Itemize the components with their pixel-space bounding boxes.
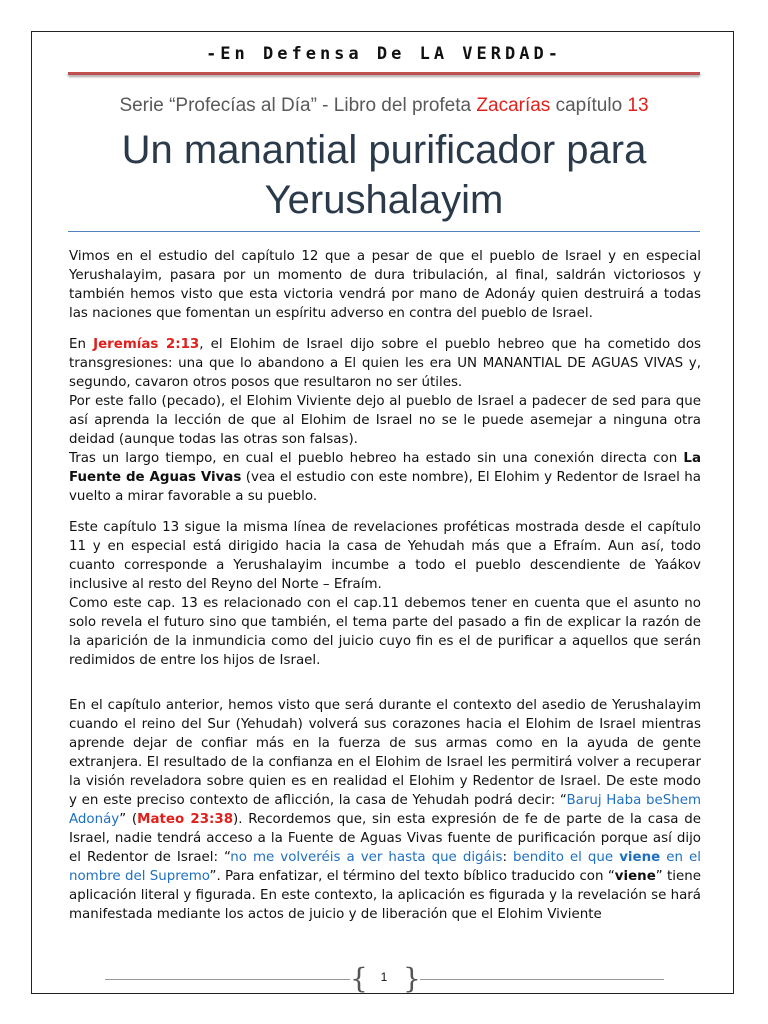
quote-viene: viene (619, 850, 661, 865)
paragraph-1: Vimos en el estudio del capítulo 12 que a pesar de que el pueblo de Israel y en especial Yerushalayim, pasara por un momento de dura tribulación, al final, saldrán victoriosos y también hemos visto que esta victoria vendrá por mano de Adonáy quien destruirá a todas las naciones que fomentan un espíritu adverso en contra del pueblo de Israel. (69, 249, 701, 321)
paragraph-4-punct: ” ( (119, 812, 138, 827)
paragraph-4-text-4: ” tiene aplicación literal y figurada. En este contexto, la aplicación es figurada y la revelación se hará manifestada mediante los actos de juicio y de liberación que el Elohim Viviente (69, 869, 701, 922)
paragraph-2-text-4: (vea el estudio con este nombre), El Elohim y Redentor de Israel ha vuelto a mirar favorable a su pueblo. (69, 470, 701, 504)
page-number: 1 (380, 970, 388, 984)
header-rule (68, 72, 700, 75)
fuente-aguas-vivas: La Fuente de Aguas Vivas (69, 451, 701, 485)
paragraph-2-lead: En (69, 337, 86, 352)
subtitle-chapter-label: capítulo (555, 95, 623, 116)
paragraph-3-text: Este capítulo 13 sigue la misma línea de revelaciones proféticas mostrada desde el capítulo 11 y en especial está dirigido hacia la casa de Yehudah más que a Efraím. Aun así, todo cuanto corresponde a Yerushalayim incumbe a todo el pueblo descendiente de Yaákov inclusive al resto del Reyno del Norte – Efraím. (69, 520, 701, 592)
reference-mateo: Mateo 23:38 (137, 812, 234, 827)
series-subtitle (0, 95, 768, 117)
subtitle-book: Zacarías (476, 95, 551, 116)
footer-rule-left (105, 979, 350, 980)
subtitle-prefix: Serie “Profecías al Día” - Libro del profeta (119, 95, 472, 116)
header-title: -En Defensa De LA VERDAD- (206, 44, 562, 64)
title-rule (68, 231, 700, 232)
reference-jeremias: Jeremías 2:13 (93, 337, 200, 352)
paragraph-2-text-2: Por este fallo (pecado), el Elohim Viviente dejo al pueblo de Israel a padecer de sed para que así aprenda la lección de que al Elohim de Israel no se le puede asemejar a ninguna otra deidad (aunque todas las otras son falsas). (69, 394, 701, 447)
left-brace-icon: { (350, 962, 368, 995)
paragraph-4-text-2: ). Recordemos que, sin esta expresión de fe de parte de la casa de Israel, nadie tendrá acceso a la Fuente de Aguas Vivas fuente de purificación porque así dijo el Redentor de Israel: “ (69, 812, 701, 865)
title-line-1: Un manantial purificador para (121, 128, 647, 172)
quote-baruj-haba: Baruj Haba beShem Adonáy (69, 793, 702, 827)
right-brace-icon: } (403, 962, 421, 995)
paragraph-4-text: En el capítulo anterior, hemos visto que será durante el contexto del asedio de Yerushalayim cuando el reino del Sur (Yehudah) volverá sus corazones hacia el Elohim de Israel mientras aprende dejar de confiar más en la fuerza de sus armas como en la ayuda de gente extranjera. El resultado de la confianza en el Elohim de Israel les permitirá volver a recuperar la visión reveladora sobre quien es en realidad el Elohim y Redentor de Israel. De este modo y en este preciso contexto de aflicción, la casa de Yehudah podrá decir: “ (69, 698, 701, 808)
quote-colon: : (502, 850, 513, 865)
paragraph-2-text: , el Elohim de Israel dijo sobre el pueblo hebreo que ha cometido dos transgresiones: una que lo abandono a El quien les era UN MANANTIAL DE AGUAS VIVAS y, segundo, cavaron otros posos que resultaron no ser útiles. (69, 337, 701, 390)
title-line-2: Yerushalayim (264, 178, 504, 222)
paragraph-3-text-2: Como este cap. 13 es relacionado con el cap.11 debemos tener en cuenta que el asunto no solo revela el futuro sino que también, el tema parte del pasado a fin de explicar la razón de la aparición de la inmundicia como del juicio cuyo fin es el de purificar a aquellos que serán redimidos de entre los hijos de Israel. (69, 596, 701, 668)
quote-no-me-volvereis: no me volveréis a ver hasta que digáis (230, 850, 503, 865)
term-viene: viene (614, 869, 656, 884)
document-body (69, 247, 701, 936)
paragraph-3 (69, 518, 701, 670)
page-title (0, 125, 768, 225)
subtitle-chapter-number: 13 (627, 95, 649, 116)
paragraph-4-text-3: ”. Para enfatizar, el término del texto bíblico traducido con “ (209, 869, 615, 884)
quote-nombre-supremo: en el nombre del Supremo (69, 850, 701, 884)
paragraph-2-text-3: Tras un largo tiempo, en cual el pueblo hebreo ha estado sin una conexión directa con (69, 451, 678, 466)
quote-bendito: bendito el que (513, 850, 614, 865)
footer-rule-right (420, 979, 664, 980)
paragraph-2 (69, 335, 701, 506)
paragraph-4 (69, 696, 701, 924)
